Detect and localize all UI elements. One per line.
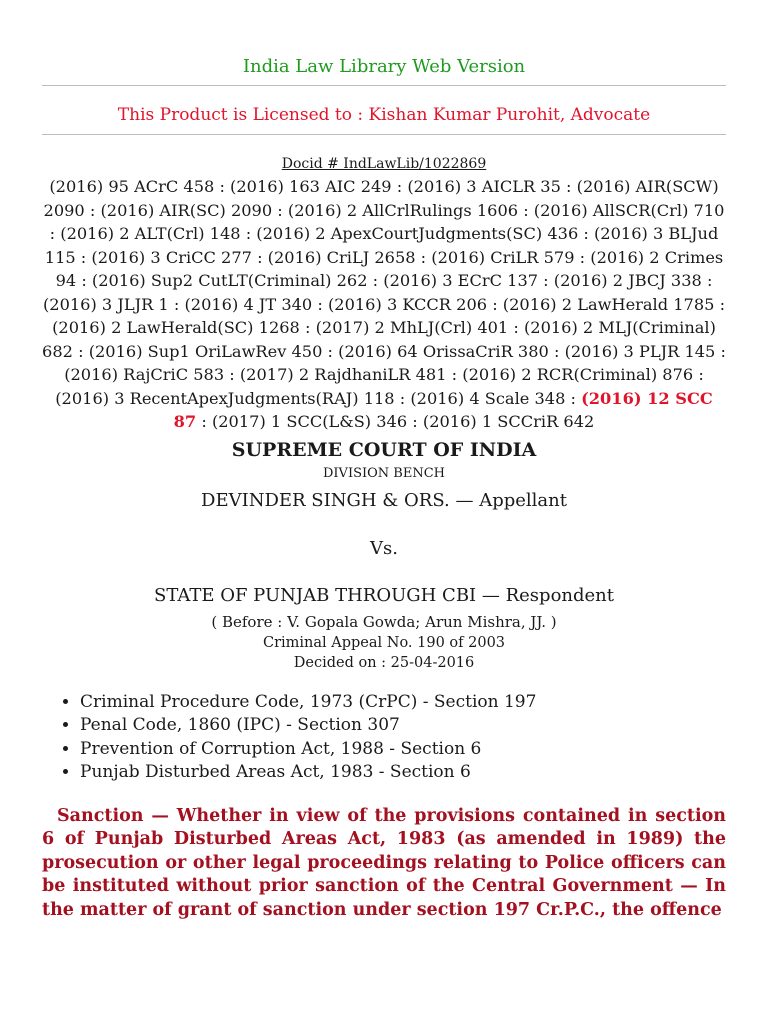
decided-on: Decided on : 25-04-2016: [293, 654, 475, 671]
license-notice: This Product is Licensed to : Kishan Kumar Purohit, Advocate: [117, 105, 651, 125]
court-name: SUPREME COURT OF INDIA: [231, 438, 537, 461]
headnote: Sanction — Whether in view of the provisions contained in section 6 of Punjab Disturbed Areas Act, 1983 (as amended in 1989) the prosecution or other legal proceedings relating to Police officers can be instituted without prior sanction of the Central Government — In the matter of grant of sanction under section 197 Cr.P.C., the offence: [42, 805, 726, 920]
library-title: India Law Library Web Version: [242, 56, 526, 77]
citations-text-after: : (2017) 1 SCC(L&S) 346 : (2016) 1 SCCriR 642: [196, 412, 595, 431]
list-item: • Prevention of Corruption Act, 1988 - Section 6: [80, 738, 726, 762]
list-item: • Penal Code, 1860 (IPC) - Section 307: [80, 714, 726, 738]
citation-highlight: (2016) 12 SCC 87: [173, 388, 713, 431]
appellant: DEVINDER SINGH & ORS. — Appellant: [201, 489, 567, 511]
citations-block: [42, 175, 726, 434]
judges: ( Before : V. Gopala Gowda; Arun Mishra, JJ. ): [211, 612, 557, 631]
respondent: STATE OF PUNJAB THROUGH CBI — Respondent: [153, 584, 614, 606]
versus: Vs.: [370, 537, 398, 559]
case-number: Criminal Appeal No. 190 of 2003: [262, 634, 506, 651]
list-item: • Punjab Disturbed Areas Act, 1983 - Section 6: [80, 761, 726, 785]
list-item: • Criminal Procedure Code, 1973 (CrPC) - Section 197: [80, 691, 726, 715]
bench-type: DIVISION BENCH: [323, 465, 445, 481]
citations-text: (2016) 95 ACrC 458 : (2016) 163 AIC 249 : (2016) 3 AICLR 35 : (2016) AIR(SCW) 2090 : (2016) AIR(SC) 2090 : (2016) 2 AllCrlRulings 1606 : (2016) AllSCR(Crl) 710 : (2016) 2 ALT(Crl) 148 : (2016) 2 ApexCourtJudgments(SC) 436 : (2016) 3 BLJud 115 : (2016) 3 CriCC 277 : (2016) CriLJ 2658 : (2016) CriLR 579 : (2016) 2 Crimes 94 : (2016) Sup2 CutLT(Criminal) 262 : (2016) 3 ECrC 137 : (2016) 2 JBCJ 338 : (2016) 3 JLJR 1 : (2016) 4 JT 340 : (2016) 3 KCCR 206 : (2016) 2 LawHerald 1785 : (2016) 2 LawHerald(SC) 1268 : (2017) 2 MhLJ(Crl) 401 : (2016) 2 MLJ(Criminal) 682 : (2016) Sup1 OriLawRev 450 : (2016) 64 OrissaCriR 380 : (2016) 3 PLJR 145 : (2016) RajCriC 583 : (2017) 2 RajdhaniLR 481 : (2016) 2 RCR(Criminal) 876 : (2016) 3 RecentApexJudgments(RAJ) 118 : (2016) 4 Scale 348 :: [42, 177, 726, 408]
acts-list: [42, 691, 726, 785]
divider: [42, 134, 726, 135]
docid-link[interactable]: Docid # IndLawLib/1022869: [281, 156, 487, 172]
